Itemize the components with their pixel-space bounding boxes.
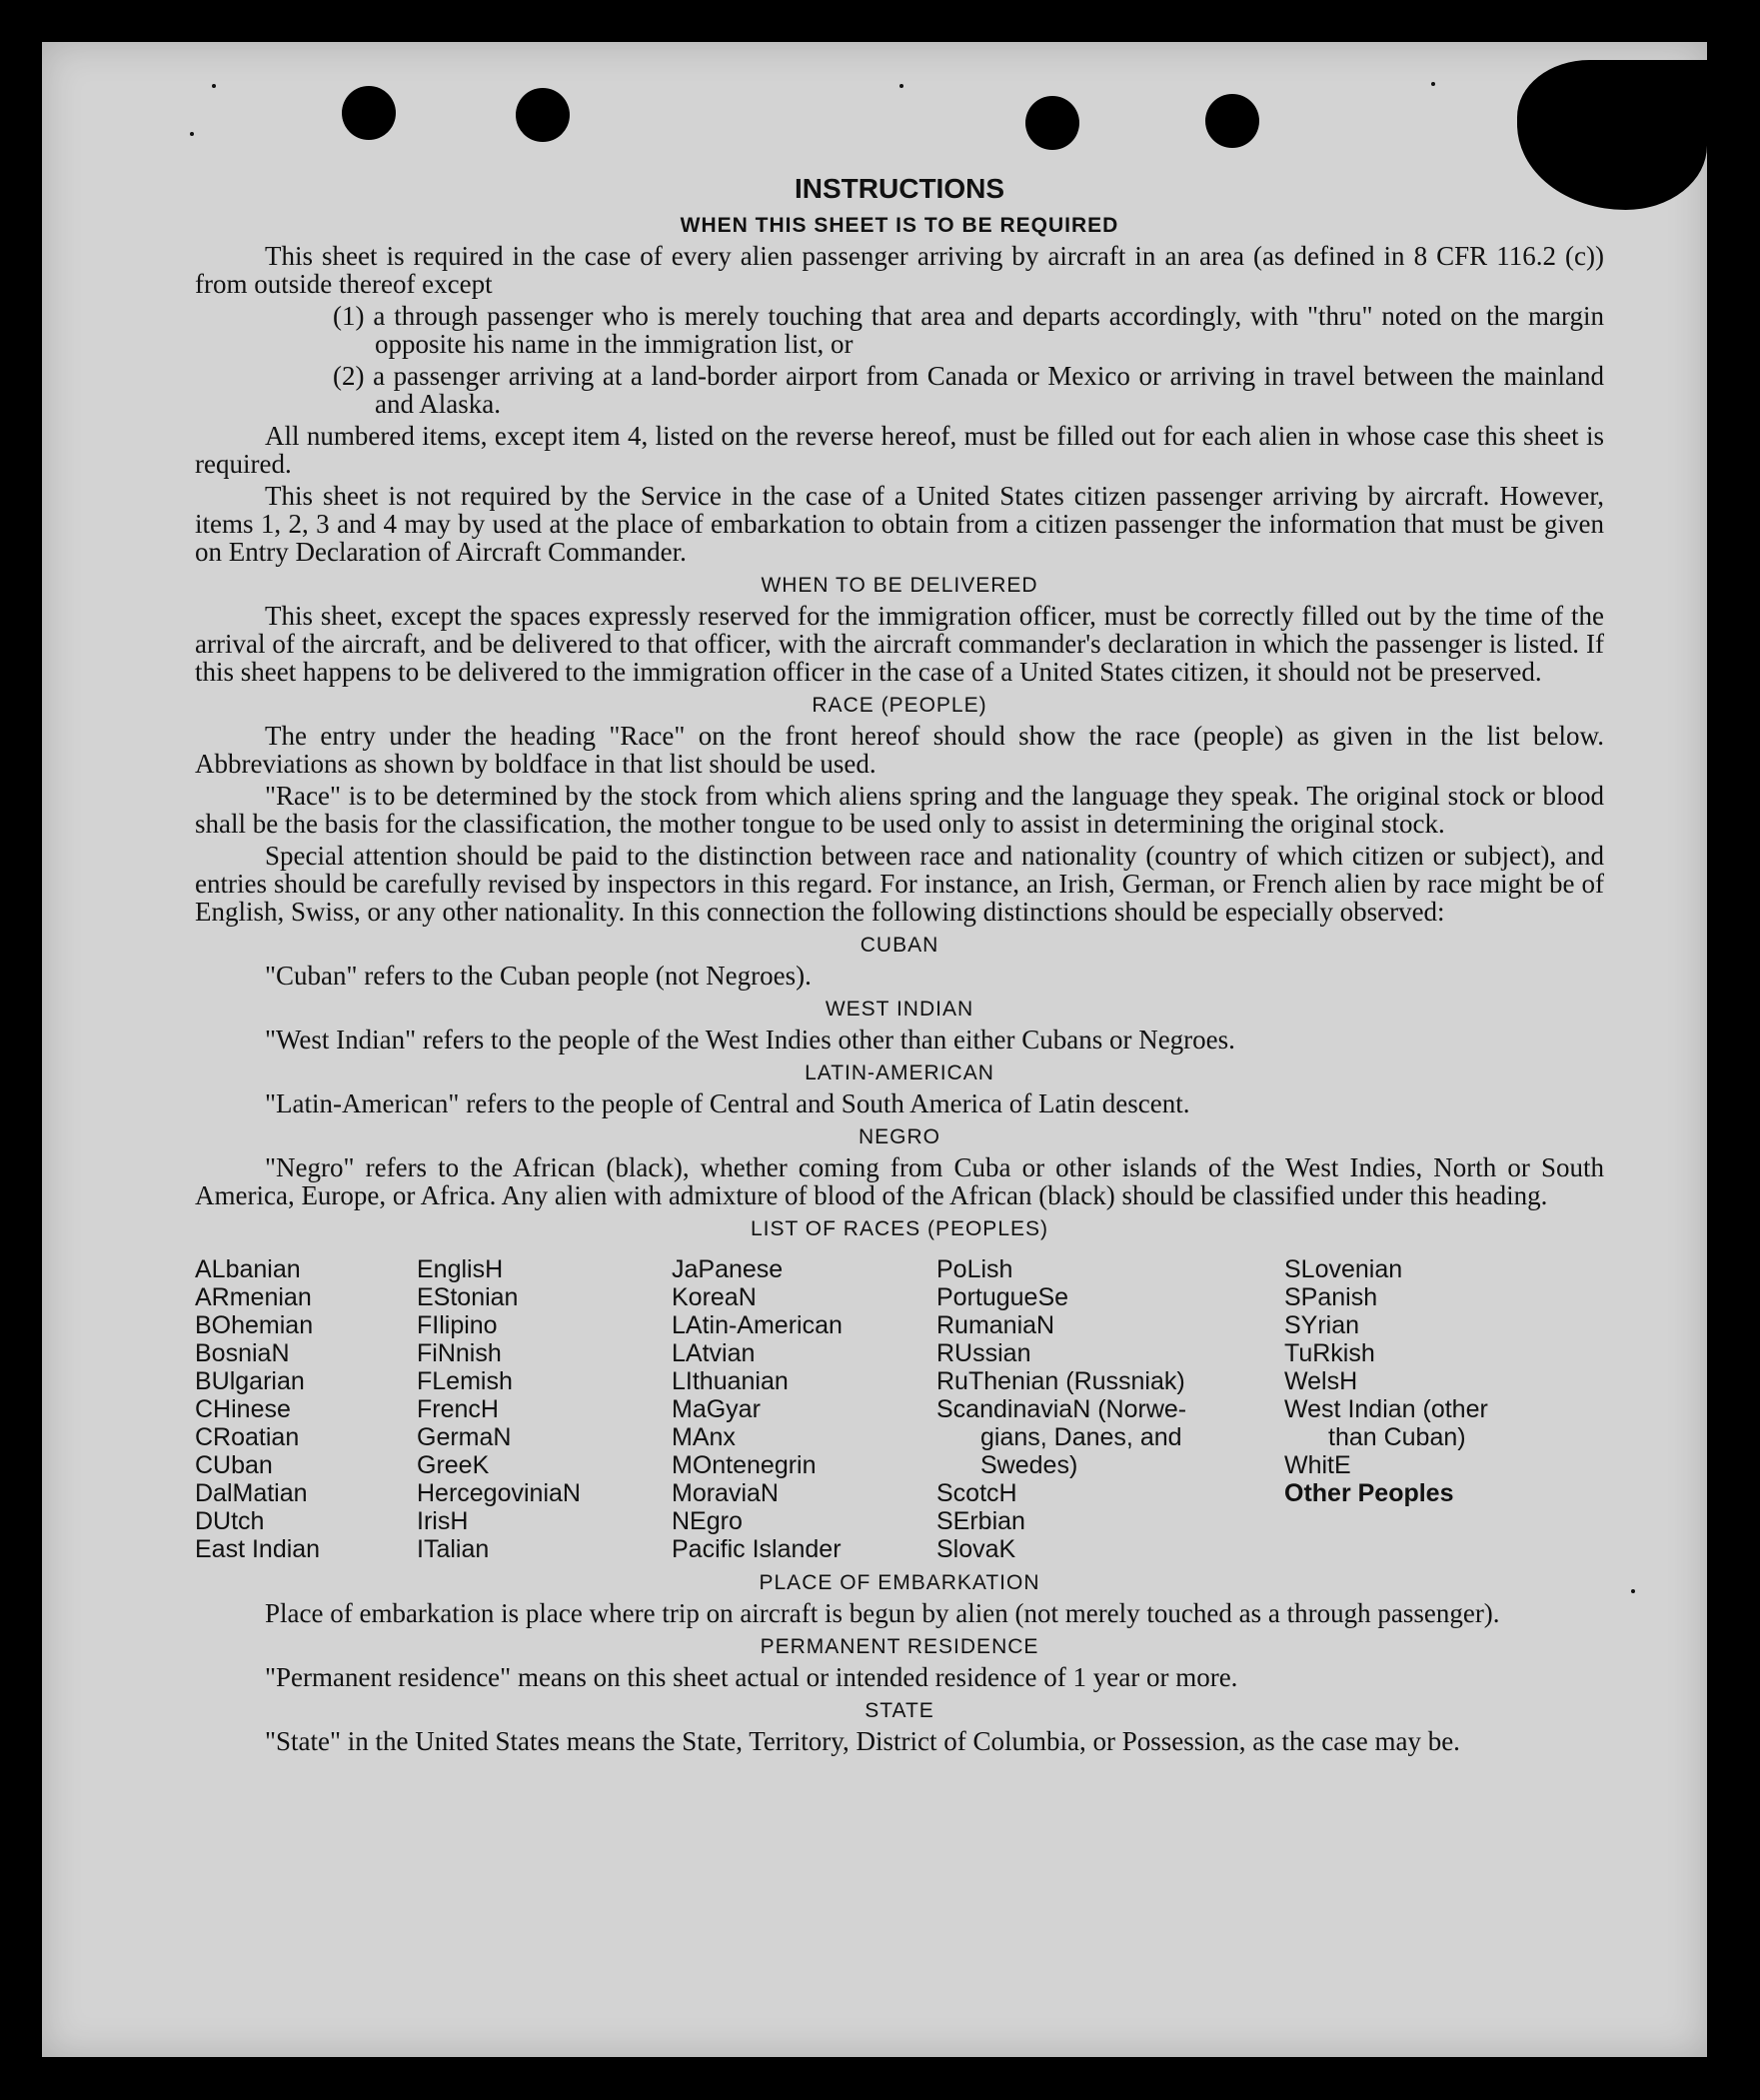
race-entry: TuRkish [1284, 1339, 1375, 1367]
heading-list-of-races: LIST OF RACES (PEOPLES) [750, 1217, 1049, 1240]
race-entry: DUtch [195, 1507, 265, 1535]
heading-state: STATE [865, 1699, 934, 1722]
race-entry: IrisH [417, 1507, 469, 1535]
race-entry: LAtin-American [672, 1311, 843, 1339]
race-entry: ARmenian [195, 1283, 312, 1311]
paragraph: "Latin-American" refers to the people of Central and South America of Latin descent. [265, 1088, 1190, 1118]
race-entry: SErbian [936, 1507, 1025, 1535]
race-entry: East Indian [195, 1535, 321, 1563]
race-entry: PortugueSe [936, 1283, 1069, 1311]
punch-hole [1205, 94, 1259, 148]
race-entry: ITalian [417, 1535, 490, 1563]
race-entry: DalMatian [195, 1479, 308, 1507]
race-entry: MOntenegrin [672, 1451, 817, 1479]
heading-negro: NEGRO [858, 1125, 940, 1148]
race-entry: LAtvian [672, 1339, 756, 1367]
race-list [195, 1255, 1604, 1563]
instructions-content [195, 172, 1604, 1759]
paragraph: This sheet is not required by the Service in the case of a United States citizen passenger arriving by aircraft. However, items 1, 2, 3 and 4 may by used at the place of embarkation to obtain from a citizen passenger the information that must be given on Entry Declaration of Aircraft Commander. [195, 481, 1604, 567]
race-entry: EStonian [417, 1283, 519, 1311]
speck [899, 84, 903, 88]
paragraph: This sheet is required in the case of every alien passenger arriving by aircraft in an area (as defined in 8 CFR 116.2 (c)) from outside thereof except [195, 241, 1604, 299]
paragraph: The entry under the heading "Race" on the front hereof should show the race (people) as given in the list below. Abbreviations as shown by boldface in that list should be used. [195, 721, 1604, 779]
paragraph: "Cuban" refers to the Cuban people (not Negroes). [265, 961, 812, 991]
heading-place-of-embarkation: PLACE OF EMBARKATION [759, 1571, 1040, 1594]
document-page [42, 42, 1707, 2057]
race-column [195, 1255, 417, 1563]
race-entry: FrencH [417, 1395, 499, 1423]
race-entry: PoLish [936, 1255, 1013, 1283]
race-entry: RuThenian (Russniak) [936, 1367, 1185, 1395]
race-entry: CHinese [195, 1395, 291, 1423]
race-entry: SLovenian [1284, 1255, 1403, 1283]
heading-west-indian: WEST INDIAN [825, 998, 974, 1021]
race-entry: JaPanese [672, 1255, 784, 1283]
paragraph: All numbered items, except item 4, listed on the reverse hereof, must be filled out for each alien in whose case this sheet is required. [195, 421, 1604, 479]
paragraph: "Race" is to be determined by the stock from which aliens spring and the language they speak. The original stock or blood shall be the basis for the classification, the mother tongue to be used only to assist in determining the original stock. [195, 781, 1604, 839]
punch-hole [342, 86, 396, 140]
race-entry: BosniaN [195, 1339, 290, 1367]
page-title: INSTRUCTIONS [795, 173, 1004, 204]
list-item: (2) a passenger arriving at a land-border airport from Canada or Mexico or arriving in travel between the mainland and Alaska. [333, 361, 1604, 419]
race-entry: ScotcH [936, 1479, 1017, 1507]
race-entry: LIthuanian [672, 1367, 789, 1395]
race-entry: KoreaN [672, 1283, 757, 1311]
race-entry: RumaniaN [936, 1311, 1055, 1339]
punch-hole [1025, 96, 1079, 150]
race-entry: CRoatian [195, 1423, 300, 1451]
race-entry: Other Peoples [1284, 1479, 1454, 1507]
race-entry: BUlgarian [195, 1367, 305, 1395]
race-entry: CUban [195, 1451, 273, 1479]
paragraph: "West Indian" refers to the people of the West Indies other than either Cubans or Negroes. [265, 1025, 1235, 1054]
race-entry: BOhemian [195, 1311, 314, 1339]
race-entry: EnglisH [417, 1255, 504, 1283]
race-entry: FiNnish [417, 1339, 502, 1367]
race-entry: MaGyar [672, 1395, 761, 1423]
race-entry: ALbanian [195, 1255, 301, 1283]
paragraph: "State" in the United States means the State, Territory, District of Columbia, or Possession, as the case may be. [265, 1726, 1460, 1756]
race-entry: WelsH [1284, 1367, 1358, 1395]
paragraph: "Permanent residence" means on this sheet actual or intended residence of 1 year or more. [265, 1662, 1238, 1692]
race-entry: GermaN [417, 1423, 512, 1451]
race-entry: RUssian [936, 1339, 1031, 1367]
race-entry: WhitE [1284, 1451, 1351, 1479]
race-entry: SYrian [1284, 1311, 1360, 1339]
speck [212, 84, 216, 88]
race-column [417, 1255, 672, 1563]
paragraph: Special attention should be paid to the distinction between race and nationality (country of which citizen or subject), and entries should be carefully revised by inspectors in this regard. For instance, an Irish, German, or French alien by race might be of English, Swiss, or any other nationality. In this connection the following distinctions should be especially observed: [195, 841, 1604, 927]
speck [1431, 82, 1435, 86]
heading-race: RACE (PEOPLE) [812, 694, 987, 717]
speck [190, 132, 194, 136]
race-entry: SPanish [1284, 1283, 1378, 1311]
race-entry: gians, Danes, and [980, 1423, 1182, 1451]
race-column [936, 1255, 1284, 1563]
race-entry: West Indian (other [1284, 1395, 1488, 1423]
race-entry: SlovaK [936, 1535, 1016, 1563]
race-entry: NEgro [672, 1507, 743, 1535]
speck [1631, 1589, 1635, 1593]
race-entry: GreeK [417, 1451, 490, 1479]
heading-cuban: CUBAN [860, 934, 939, 957]
race-entry: FLemish [417, 1367, 513, 1395]
paragraph: Place of embarkation is place where trip on aircraft is begun by alien (not merely touched as a through passenger). [265, 1598, 1500, 1628]
heading-permanent-residence: PERMANENT RESIDENCE [760, 1635, 1039, 1658]
punch-hole [516, 88, 570, 142]
race-entry: MoraviaN [672, 1479, 779, 1507]
race-column [672, 1255, 936, 1563]
race-column [1284, 1255, 1604, 1563]
paragraph: This sheet, except the spaces expressly reserved for the immigration officer, must be correctly filled out by the time of the arrival of the aircraft, and be delivered to that officer, with the aircraft commander's declaration in which the passenger is listed. If this sheet happens to be delivered to the immigration officer in the case of a United States citizen, it should not be preserved. [195, 601, 1604, 687]
paragraph: "Negro" refers to the African (black), whether coming from Cuba or other islands of the West Indies, North or South America, Europe, or Africa. Any alien with admixture of blood of the African (black) should be classified under this heading. [195, 1152, 1604, 1210]
heading-latin-american: LATIN-AMERICAN [805, 1061, 994, 1084]
race-entry: HercegoviniaN [417, 1479, 581, 1507]
race-entry: Swedes) [980, 1451, 1078, 1479]
race-entry: Pacific Islander [672, 1535, 842, 1563]
race-entry: MAnx [672, 1423, 736, 1451]
race-entry: FIlipino [417, 1311, 498, 1339]
heading-when-delivered: WHEN TO BE DELIVERED [761, 574, 1038, 597]
race-entry: than Cuban) [1328, 1423, 1466, 1451]
list-item: (1) a through passenger who is merely touching that area and departs accordingly, with "thru" noted on the margin opposite his name in the immigration list, or [333, 301, 1604, 359]
heading-when-required: WHEN THIS SHEET IS TO BE REQUIRED [680, 214, 1119, 237]
race-entry: ScandinaviaN (Norwe- [936, 1395, 1187, 1423]
